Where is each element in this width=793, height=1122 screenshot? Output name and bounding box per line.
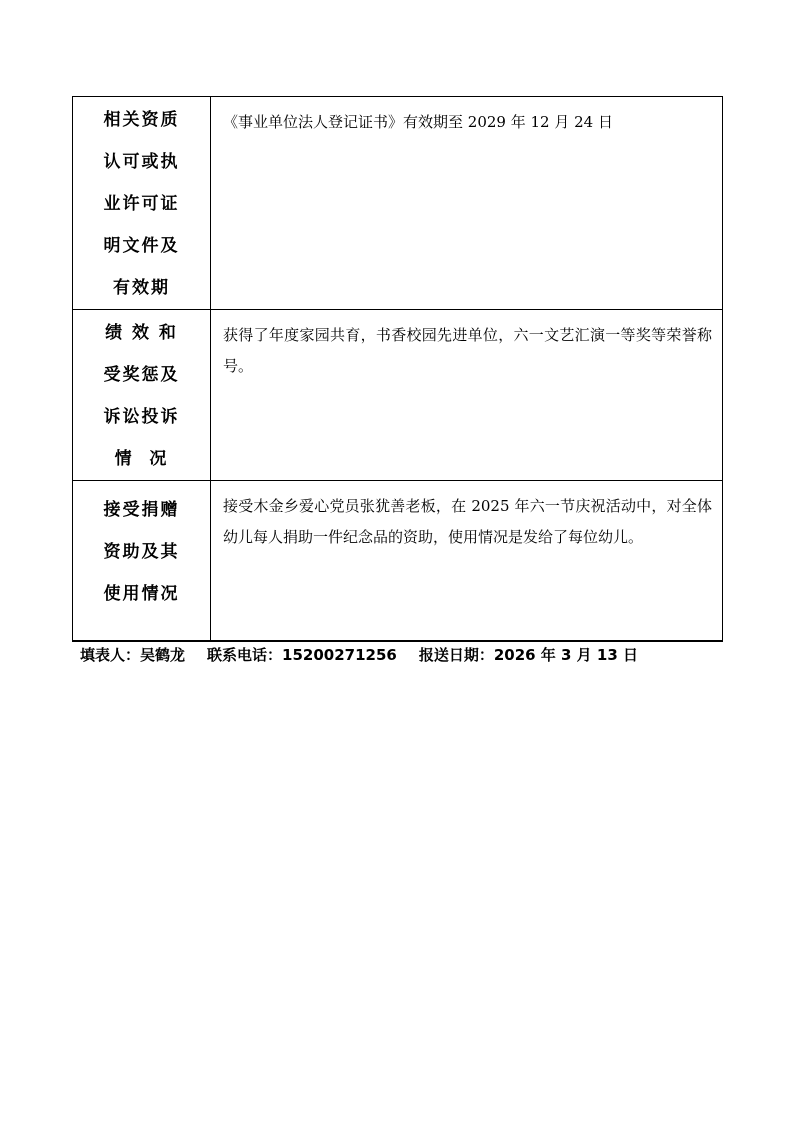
row-label-line: 受奖惩及 xyxy=(103,365,180,385)
row-label-line: 诉讼投诉 xyxy=(103,407,180,427)
row-content-performance: 获得了年度家园共育，书香校园先进单位，六一文艺汇演一等奖等荣誉称号。 xyxy=(211,310,723,481)
row-label-line: 明文件及 xyxy=(103,236,180,256)
row-content-donations: 接受木金乡爱心党员张犹善老板，在 2025 年六一节庆祝活动中，对全体幼儿每人捐助一件纪念品的资助，使用情况是发给了每位幼儿。 xyxy=(211,481,723,641)
row-label-line: 绩 效 和 xyxy=(105,323,178,343)
table-row-performance xyxy=(73,310,723,481)
report-date: 报送日期：2026 年 3 月 13 日 xyxy=(418,646,638,664)
row-label-line: 认可或执 xyxy=(103,152,180,172)
table-row-qualification xyxy=(73,97,723,310)
row-label-cell xyxy=(73,310,211,481)
row-label-cell xyxy=(73,97,211,310)
table-row-donations xyxy=(73,481,723,641)
row-content-qualification: 《事业单位法人登记证书》有效期至 2029 年 12 月 24 日 xyxy=(211,97,723,310)
form-footer xyxy=(80,643,638,667)
report-table xyxy=(72,96,723,642)
row-label-line: 接受捐赠 xyxy=(103,500,180,520)
contact-phone: 联系电话：15200271256 xyxy=(207,646,397,664)
row-label-line: 相关资质 xyxy=(103,110,180,130)
row-label-line: 使用情况 xyxy=(103,584,180,604)
filler-name: 填表人：吴鹤龙 xyxy=(80,646,186,664)
row-label-line: 资助及其 xyxy=(103,542,180,562)
row-label-line: 情 况 xyxy=(114,449,169,469)
row-label-line: 业许可证 xyxy=(103,194,180,214)
row-label-line: 有效期 xyxy=(113,278,170,298)
row-label-cell xyxy=(73,481,211,641)
